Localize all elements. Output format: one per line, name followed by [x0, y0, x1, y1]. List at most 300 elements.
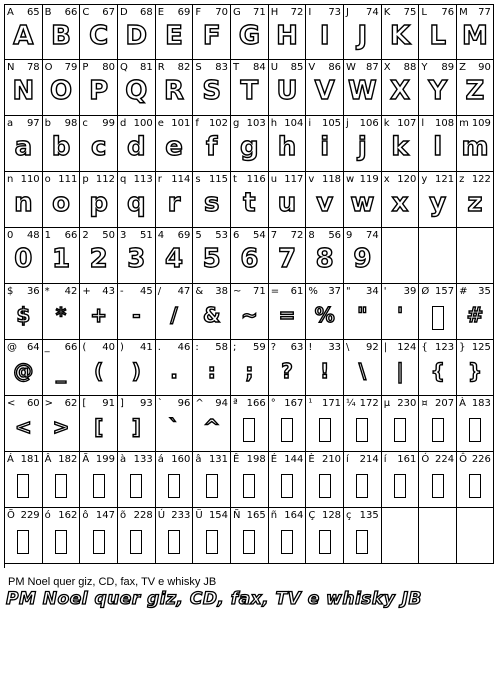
- char-code: 166: [246, 398, 266, 409]
- char-label: ?: [270, 342, 277, 353]
- char-label: Q: [120, 62, 128, 73]
- missing-glyph-box-icon: [432, 418, 444, 442]
- char-code: 74: [365, 230, 379, 241]
- char-label: ;: [233, 342, 237, 353]
- char-code: 160: [171, 454, 191, 465]
- glyph-cell: [5, 5, 43, 60]
- char-code: 125: [471, 342, 491, 353]
- glyph-cell: [80, 5, 118, 60]
- glyph-cell: [231, 60, 269, 116]
- char-label: <: [7, 398, 16, 409]
- missing-glyph-box-icon: [394, 474, 406, 498]
- char-label: D: [120, 7, 128, 18]
- glyph-cell: [344, 508, 382, 564]
- char-label: `: [157, 398, 163, 409]
- glyph-cell: [269, 508, 307, 564]
- char-code: 38: [215, 286, 229, 297]
- char-code: 224: [434, 454, 455, 465]
- char-code: 34: [365, 286, 379, 297]
- glyph-cell: [231, 284, 269, 340]
- char-code: 233: [171, 510, 191, 521]
- glyph-sample: m: [461, 132, 489, 162]
- glyph-cell: [269, 172, 307, 228]
- glyph-sample: (: [94, 359, 104, 383]
- char-code: 58: [215, 342, 229, 353]
- char-code: 109: [471, 118, 491, 129]
- char-label: m: [459, 118, 469, 129]
- glyph-cell: [118, 508, 156, 564]
- glyph-sample: }: [467, 359, 483, 383]
- glyph-cell: [382, 452, 420, 508]
- glyph-cell: [193, 228, 231, 284]
- missing-glyph-box-icon: [432, 474, 444, 498]
- glyph-cell: [193, 396, 231, 452]
- char-code: 71: [252, 7, 266, 18]
- glyph-sample: >: [52, 415, 70, 439]
- char-code: 144: [284, 454, 304, 465]
- glyph-cell: [80, 172, 118, 228]
- glyph-sample: {: [430, 359, 445, 383]
- char-code: 46: [177, 342, 191, 353]
- char-code: 128: [321, 510, 342, 521]
- char-label: Ú: [157, 510, 166, 521]
- char-code: 167: [284, 398, 304, 409]
- char-label: í: [383, 454, 387, 465]
- glyph-cell: [306, 5, 344, 60]
- char-code: 111: [58, 174, 78, 185]
- glyph-cell: [382, 396, 420, 452]
- char-label: É: [270, 454, 278, 465]
- char-code: 94: [215, 398, 229, 409]
- char-code: 114: [171, 174, 191, 185]
- char-label: à: [120, 454, 127, 465]
- char-label: y: [421, 174, 428, 185]
- char-code: 48: [26, 230, 40, 241]
- missing-glyph-box-icon: [130, 530, 142, 554]
- char-label: V: [308, 62, 316, 73]
- char-label: 9: [346, 230, 353, 241]
- missing-glyph-box-icon: [469, 474, 481, 498]
- glyph-sample: &: [202, 303, 221, 327]
- glyph-cell: [43, 396, 81, 452]
- char-label: B: [44, 7, 52, 18]
- glyph-cell: [5, 284, 43, 340]
- glyph-cell: [118, 452, 156, 508]
- char-code: 214: [359, 454, 379, 465]
- char-label: n: [7, 174, 14, 185]
- char-code: 66: [64, 342, 78, 353]
- glyph-cell: [118, 60, 156, 116]
- glyph-sample: H: [276, 21, 298, 51]
- char-code: 61: [290, 286, 304, 297]
- glyph-cell: [80, 60, 118, 116]
- grid-row: [5, 172, 494, 228]
- glyph-cell: [193, 452, 231, 508]
- glyph-cell: [80, 508, 118, 564]
- glyph-cell: [419, 172, 457, 228]
- char-label: d: [120, 118, 127, 129]
- glyph-cell: [269, 116, 307, 172]
- char-label: Ø: [421, 286, 430, 297]
- glyph-cell: [5, 172, 43, 228]
- glyph-sample: t: [243, 188, 256, 218]
- glyph-sample: a: [14, 132, 33, 162]
- char-label: R: [157, 62, 165, 73]
- glyph-cell: [5, 508, 43, 564]
- char-label: Õ: [7, 510, 15, 521]
- glyph-sample: _: [56, 359, 66, 383]
- glyph-cell: [344, 228, 382, 284]
- glyph-cell: [306, 172, 344, 228]
- glyph-cell: [382, 116, 420, 172]
- glyph-sample: g: [240, 132, 259, 162]
- glyph-sample: d: [127, 132, 146, 162]
- char-label: 5: [195, 230, 202, 241]
- glyph-sample: b: [51, 132, 71, 162]
- glyph-cell: [382, 5, 420, 60]
- glyph-sample: C: [89, 21, 109, 51]
- char-label: 0: [7, 230, 14, 241]
- glyph-sample: N: [12, 76, 35, 106]
- glyph-sample: ]: [131, 415, 141, 439]
- char-code: 108: [434, 118, 455, 129]
- glyph-cell: [306, 452, 344, 508]
- char-code: 157: [434, 286, 455, 297]
- glyph-cell: [231, 340, 269, 396]
- char-code: 72: [290, 7, 304, 18]
- glyph-cell: [344, 396, 382, 452]
- char-label: á: [157, 454, 164, 465]
- char-label: 8: [308, 230, 315, 241]
- char-label: ¤: [421, 398, 428, 409]
- glyph-cell: [43, 284, 81, 340]
- char-code: 39: [403, 286, 417, 297]
- glyph-cell: [80, 284, 118, 340]
- sample-text-plain: PM Noel quer giz, CD, fax, TV e whisky JB: [8, 576, 217, 588]
- glyph-cell: [306, 284, 344, 340]
- glyph-cell: [269, 396, 307, 452]
- char-code: 90: [478, 62, 491, 73]
- char-label: $: [7, 286, 14, 297]
- char-label: #: [459, 286, 468, 297]
- char-code: 42: [64, 286, 78, 297]
- char-code: 64: [26, 342, 40, 353]
- glyph-sample: |: [396, 359, 404, 383]
- char-code: 229: [20, 510, 40, 521]
- glyph-sample: ~: [240, 303, 258, 327]
- char-code: 99: [102, 118, 116, 129]
- char-code: 117: [284, 174, 304, 185]
- glyph-sample: 6: [240, 244, 259, 274]
- glyph-cell: [156, 284, 194, 340]
- glyph-cell: [419, 116, 457, 172]
- char-code: 43: [102, 286, 116, 297]
- char-label: H: [270, 7, 279, 18]
- glyph-cell: [5, 340, 43, 396]
- char-code: 35: [478, 286, 491, 297]
- char-label: ~: [233, 286, 242, 297]
- char-label: ó: [44, 510, 51, 521]
- glyph-cell: [231, 396, 269, 452]
- char-code: 183: [471, 398, 491, 409]
- glyph-cell: [5, 60, 43, 116]
- char-label: U: [270, 62, 279, 73]
- missing-glyph-box-icon: [130, 474, 142, 498]
- missing-glyph-box-icon: [206, 474, 218, 498]
- char-label: À: [459, 398, 466, 409]
- char-code: 45: [139, 286, 153, 297]
- char-label: Z: [459, 62, 466, 73]
- char-code: 82: [177, 62, 191, 73]
- glyph-cell: [80, 116, 118, 172]
- char-label: >: [44, 398, 54, 409]
- glyph-cell: [43, 508, 81, 564]
- glyph-sample: G: [238, 21, 261, 51]
- glyph-sample: y: [429, 188, 447, 218]
- glyph-cell: [306, 228, 344, 284]
- char-label: t: [233, 174, 237, 185]
- char-label: |: [383, 342, 388, 353]
- char-code: 54: [252, 230, 266, 241]
- char-code: 84: [252, 62, 266, 73]
- missing-glyph-box-icon: [206, 530, 218, 554]
- glyph-sample: P: [89, 76, 109, 106]
- missing-glyph-box-icon: [168, 474, 180, 498]
- glyph-cell: [419, 340, 457, 396]
- glyph-cell: [269, 5, 307, 60]
- glyph-sample: J: [357, 21, 368, 51]
- char-code: 51: [139, 230, 153, 241]
- glyph-cell: [5, 452, 43, 508]
- glyph-sample: j: [357, 132, 367, 162]
- glyph-cell: [5, 396, 43, 452]
- char-code: 85: [290, 62, 304, 73]
- char-code: 81: [139, 62, 153, 73]
- glyph-cell: [344, 340, 382, 396]
- glyph-sample: f: [206, 132, 218, 162]
- glyph-cell: [457, 396, 494, 452]
- char-code: 101: [171, 118, 191, 129]
- missing-glyph-box-icon: [319, 418, 331, 442]
- sample-text-styled: PM Noel quer giz, CD, fax, TV e whisky JB: [6, 589, 422, 609]
- glyph-cell: [118, 116, 156, 172]
- glyph-cell: [118, 228, 156, 284]
- grid-row: [5, 340, 494, 396]
- glyph-sample: Q: [125, 76, 148, 106]
- char-code: 106: [359, 118, 379, 129]
- char-code: 79: [64, 62, 78, 73]
- char-code: 100: [133, 118, 153, 129]
- char-code: 116: [246, 174, 266, 185]
- glyph-sample: F: [202, 21, 221, 51]
- empty-cell: [419, 228, 457, 284]
- char-label: È: [308, 454, 315, 465]
- char-label: Á: [7, 454, 14, 465]
- glyph-cell: [5, 116, 43, 172]
- glyph-cell: [118, 396, 156, 452]
- char-code: 199: [95, 454, 116, 465]
- glyph-sample: x: [391, 188, 409, 218]
- missing-glyph-box-icon: [243, 418, 255, 442]
- glyph-cell: [382, 284, 420, 340]
- char-code: 65: [26, 7, 40, 18]
- char-code: 47: [177, 286, 191, 297]
- char-code: 172: [359, 398, 379, 409]
- glyph-sample: 8: [315, 244, 334, 274]
- char-code: 171: [321, 398, 342, 409]
- char-code: 226: [471, 454, 491, 465]
- glyph-sample: 1: [51, 244, 71, 274]
- glyph-sample: s: [203, 188, 220, 218]
- glyph-cell: [5, 228, 43, 284]
- char-label: a: [7, 118, 14, 129]
- glyph-cell: [269, 452, 307, 508]
- empty-cell: [382, 508, 420, 564]
- glyph-cell: [344, 60, 382, 116]
- char-label: Ü: [195, 510, 203, 521]
- glyph-cell: [457, 116, 494, 172]
- grid-row: [5, 284, 494, 340]
- missing-glyph-box-icon: [356, 418, 368, 442]
- glyph-cell: [156, 396, 194, 452]
- glyph-cell: [457, 340, 494, 396]
- glyph-sample: 7: [277, 244, 297, 274]
- char-label: *: [44, 286, 50, 297]
- glyph-cell: [344, 5, 382, 60]
- grid-row: [5, 396, 494, 452]
- char-code: 87: [365, 62, 379, 73]
- char-code: 102: [208, 118, 229, 129]
- char-label: K: [383, 7, 391, 18]
- glyph-sample: /: [170, 303, 178, 327]
- glyph-sample: :: [207, 359, 216, 383]
- glyph-sample: 4: [164, 244, 184, 274]
- char-label: !: [308, 342, 313, 353]
- char-code: 162: [58, 510, 78, 521]
- glyph-cell: [118, 5, 156, 60]
- missing-glyph-box-icon: [17, 530, 29, 554]
- char-code: 63: [290, 342, 304, 353]
- char-label: z: [459, 174, 465, 185]
- char-label: ¼: [346, 398, 356, 409]
- glyph-sample: u: [277, 188, 297, 218]
- char-label: .: [157, 342, 161, 353]
- missing-glyph-box-icon: [356, 530, 368, 554]
- grid-row: [5, 508, 494, 564]
- char-label: f: [195, 118, 199, 129]
- char-label: G: [233, 7, 241, 18]
- missing-glyph-box-icon: [394, 418, 406, 442]
- char-code: 83: [215, 62, 229, 73]
- char-code: 41: [139, 342, 153, 353]
- grid-row: [5, 60, 494, 116]
- glyph-sample: S: [202, 76, 222, 106]
- glyph-cell: [156, 116, 194, 172]
- glyph-cell: [43, 228, 81, 284]
- char-label: ': [383, 286, 387, 297]
- char-label: ç: [346, 510, 352, 521]
- char-label: +: [82, 286, 91, 297]
- char-label: Y: [421, 62, 428, 73]
- glyph-sample: K: [389, 21, 411, 51]
- glyph-sample: \: [358, 359, 367, 383]
- char-label: 7: [270, 230, 278, 241]
- glyph-cell: [231, 452, 269, 508]
- char-label: Ç: [308, 510, 316, 521]
- glyph-sample: p: [89, 188, 108, 218]
- char-code: 56: [328, 230, 342, 241]
- glyph-cell: [156, 172, 194, 228]
- glyph-sample: ;: [245, 359, 254, 383]
- char-code: 210: [321, 454, 342, 465]
- glyph-sample: n: [14, 188, 33, 218]
- glyph-sample: *: [55, 303, 67, 327]
- empty-cell: [457, 228, 494, 284]
- char-code: 207: [434, 398, 455, 409]
- char-label: b: [44, 118, 52, 129]
- glyph-sample: ": [357, 303, 368, 327]
- glyph-sample: X: [390, 76, 411, 106]
- glyph-cell: [80, 228, 118, 284]
- glyph-cell: [43, 60, 81, 116]
- glyph-cell: [306, 60, 344, 116]
- missing-glyph-box-icon: [93, 474, 105, 498]
- char-code: 228: [133, 510, 153, 521]
- char-code: 165: [246, 510, 266, 521]
- glyph-cell: [419, 452, 457, 508]
- char-label: ^: [195, 398, 204, 409]
- glyph-cell: [156, 5, 194, 60]
- grid-row: [5, 116, 494, 172]
- char-label: Ã: [82, 454, 90, 465]
- char-label: /: [157, 286, 162, 297]
- char-code: 112: [95, 174, 116, 185]
- glyph-sample: h: [277, 132, 297, 162]
- glyph-sample: T: [240, 76, 259, 106]
- char-label: 3: [120, 230, 127, 241]
- glyph-sample: A: [13, 21, 34, 51]
- char-label: &: [195, 286, 204, 297]
- missing-glyph-box-icon: [281, 418, 293, 442]
- glyph-sample: B: [51, 21, 71, 51]
- char-code: 104: [284, 118, 304, 129]
- char-code: 147: [95, 510, 116, 521]
- glyph-cell: [382, 172, 420, 228]
- glyph-sample: 0: [14, 244, 33, 274]
- char-code: 68: [139, 7, 153, 18]
- glyph-cell: [193, 172, 231, 228]
- char-label: r: [157, 174, 162, 185]
- char-label: ô: [82, 510, 89, 521]
- glyph-cell: [419, 284, 457, 340]
- char-label: 2: [82, 230, 89, 241]
- char-label: {: [421, 342, 428, 353]
- char-label: =: [270, 286, 280, 297]
- char-code: 59: [252, 342, 266, 353]
- char-label: Ô: [459, 454, 467, 465]
- missing-glyph-box-icon: [319, 474, 331, 498]
- missing-glyph-box-icon: [55, 530, 67, 554]
- char-code: 107: [397, 118, 417, 129]
- char-code: 122: [471, 174, 491, 185]
- glyph-sample: l: [433, 132, 443, 162]
- glyph-cell: [43, 116, 81, 172]
- char-code: 69: [177, 230, 191, 241]
- char-label: P: [82, 62, 89, 73]
- glyph-cell: [344, 452, 382, 508]
- glyph-cell: [457, 172, 494, 228]
- glyph-sample: 9: [353, 244, 372, 274]
